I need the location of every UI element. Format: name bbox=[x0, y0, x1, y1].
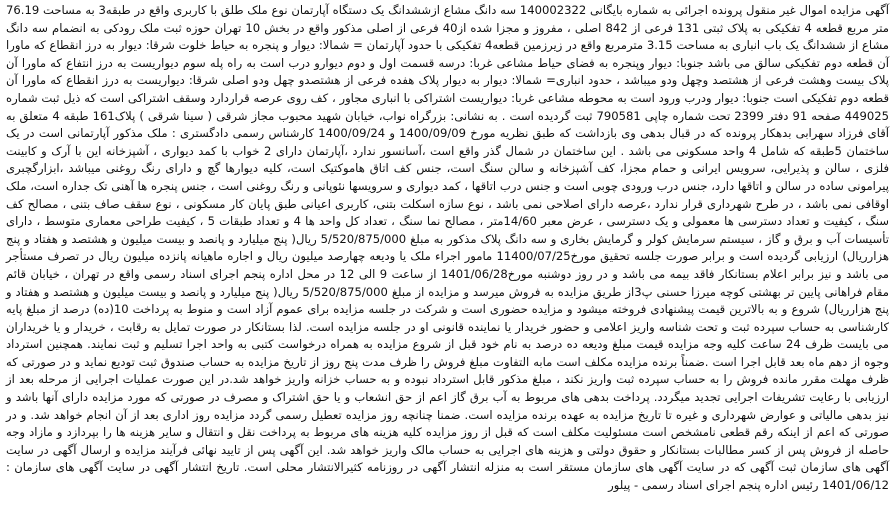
notice-body-text: آگهی مزایده اموال غیر منقول پرونده اجرائی به شماره بایگانی 140002322 سه دانگ مشاع ازششدانگ یک دستگاه آپارتمان نوع ملک طلق با کاربری واقع در طبقه3 به مساحت 76.19 متر مربع قطعه 4 تفکیکی به پلاک ثبتی 131 فرعی از 842 اصلی ، مفروز و مجزا شده از40 فرعی از اصلی مذکور واقع در بخش 10 تهران حوزه ثبت ملک رودکی به انضمام سه دانگ مشاع از ششدانگ یک باب انباری به مساحت 3.15 مترمربع واقع در زیرزمین قطعه4 تفکیکی با حدود آپارتمان = شمالا: دیوار و پنجره به حیاط خلوت شرقا: دیوار به درز انقطاع که ماورا آن قطعه دوم تفکیکی سالق می باشد جنوبا: دیوار وپنجره به فضای حیاط مشاعی غربا: درسه قسمت اول و دوم دیوارو درب است به راه پله سوم دیواریست به درز انتفاع که ماورا آن پلاک بیست وهشت فرعی از هشتصد وچهل ودو میباشد ، حدود انباری= شمالا: دیوار به دیوار پلاک هفده فرعی از هشتصدو چهل ودو اصلی شرقا: دیواریست به درز انقطاع که ماورا آن قطعه دوم تفکیکی است جنوبا: دیوار ودرب ورود است به محوطه مشاعی غربا: دیواریست اشتراکی با انباری مجاور ، کف روی عرصه قراردارد وسقف اشتراکی است که ذیل ثبت شماره 449025 صفحه 91 دفتر 2399 تحت شماره چاپی 790581 ثبت گردیده است . به نشانی: بزرگراه نواب، خیابان شهید محبوب مجاز شرقی ( سینا شرقی ) پلاک161 طبقه 4 متعلق به آقای فرزاد سهرابی بدهکار پرونده که در قبال بدهی وی بازداشت که طبق نظریه مورخ 1400/09/09 و 1400/09/24 کارشناس رسمی دادگستری : ملک مذکور آپارتمانی است در یک ساختمان 5طبقه که شامل 4 واحد مسکونی می باشد . این ساختمان در شمال گذر واقع است ،آسانسور ندارد ،آپارتمان دارای 2 خواب با کمد دیواری ، آشپزخانه این با آرک و کابینت فلزی ، سالن و پذیرایی، سرویس ایرانی و حمام مجزا، کف آشپزخانه و سالن سنگ است، جنس کف اتاق هاموکتیک است، کلیه دیوارها گچ و دارای رنگ روغنی میباشد ،ابزارگچبری پیرامونی ساده در سالن و اتاقها دارد، جنس درب ورودی چوبی است و جنس درب اتاقها ، کمد دیواری و سرویسها نئوپانی و رنگ روغنی است ، جنس پنجره ها آهنی تک جداره است، ملک اوقافی نمی باشد ، در طرح شهرداری قرار ندارد ،عرصه دارای اصلاحی نمی باشد ، نوع سازه اسکلت بتنی، کاربری اعیانی طبق پایان کار مسکونی ، نوع سقف صاف بتنی ، مصالح کف سنگ ، کیفیت و تعداد دسترسی ها معمولی و یک دسترسی ، عرض معبر 14/60متر ، مصالح نما سنگ ، تعداد کل واحد ها 4 و تعداد طبقات 5 ، کیفیت طراحی معماری متوسط ، دارای تأسیسات آب و برق و گاز ، سیستم سرمایش کولر و گرمایش بخاری و سه دانگ پلاک مذکور به مبلغ 5/520/875/000 ریال( پنج میلیارد و پانصد و بیست میلیون و هشتصد و هفتاد و پنج هزارریال) ارزیابی گردیده است و برابر صورت جلسه تحقیق مورخ11400/07/25 مامور اجراء ملک یا ودیعه چهارصد میلیون ریال و اجاره ماهیانه پانزده میلیون ریال در تصرف مستأجر می باشد و نیز برابر اعلام بستانکار فاقد بیمه می باشد و در روز دوشنبه مورخ1401/06/28 از ساعت 9 الی 12 در محل اداره پنجم اجرای اسناد رسمی واقع در تهران ، خیابان قائم مقام فراهانی پایین تر بهشتی کوچه میرزا حسنی پ3از طریق مزایده به فروش میرسد و مزایده از مبلغ 5/520/875/000 ریال( پنج میلیارد و پانصد و بیست میلیون و هشتصد و هفتاد و پنج هزارریال) شروع و به بالاترین قیمت پیشنهادی فروخته میشود و مزایده حضوری است و شرکت در جلسه مزایده برای عموم آزاد است و منوط به پرداخت 10(ده) درصد از مبلغ پایه کارشناسی به حساب سپرده ثبت و تحت شناسه واریز اعلامی و حضور خریدار یا نماینده قانونی او در جلسه مزایده است. لذا بستانکار در صورت تمایل به رقابت ، خریدار و یا خریداران می بایست ظرف 24 ساعت کلیه وجه مزایده قیمت مبلغ ودیعه ده درصد به نام خود قبل از شروع مزایده به همراه درخواست کتبی به واحد اجرا تسلیم و ثبت نمایند. همچنین استرداد وجوه از دهم ماه بعد قابل اجرا است .ضمناً برنده مزایده مکلف است مابه التفاوت مبلغ فروش را ظرف مدت پنج روز از تاریخ مزایده به حساب صندوق ثبت تودیع نماید و در صورتی که ظرف مهلت مقرر مانده فروش را به حساب سپرده ثبت واریز نکند ، مبلغ مذکور قابل استرداد نبوده و به حساب خزانه واریز خواهد شد.در این صورت عملیات اجرایی از مرحله بعد از ارزیابی با رعایت تشریفات اجرایی تجدید میگردد. پرداخت بدهی های مربوط به آب برق گاز اعم از حق انشعاب و یا حق اشتراک و مصرف در صورتی که مورد مزایده دارای آنها باشد و نیز بدهی مالیاتی و عوارض شهرداری و غیره تا تاریخ مزایده به عهده برنده مزایده است. ضمنا چنانچه روز مزایده تعطیل رسمی گردد مزایده روز اداری بعد از آن انجام خواهد شد. و در صورتی که اعم از اینکه رقم قطعی نامشخص است مسئولیت مکلف است که قبل از روز مزایده کلیه هزینه های مربوط به پرداخت نقل و انتقال و سایر هزینه ها را بپردازد و مازاد وجه حاصله از فروش پس از کسر مطالبات بستانکار و حقوق دولتی و هزینه های اجرایی به حساب مالک واریز خواهد شد. این آگهی پس از تایید نهائی فرآیند مزایده و ارسال آگهی در سایت آگهی های سازمان ثبت آگهی که در سایت آگهی های سازمان مستقر است به منزله انتشار آگهی در روزنامه کثیرالانتشار محلی است. تاریخ انتشار آگهی در سایت آگهی های سازمان : 1401/06/12 رئیس اداره پنجم اجرای اسناد رسمی - پیلور bbox=[6, 3, 890, 493]
